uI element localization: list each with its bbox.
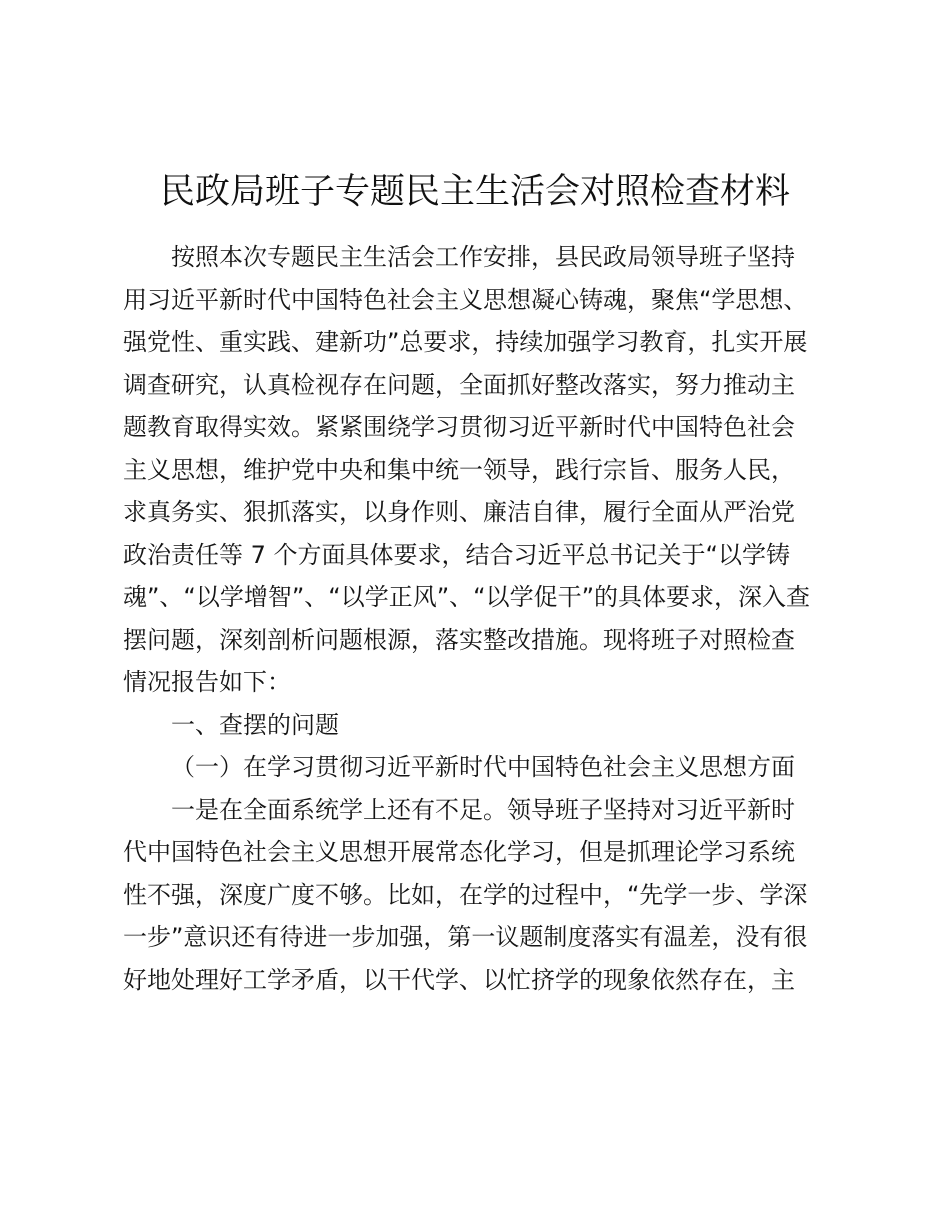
paragraph-line: 摆问题，深刻剖析问题根源，落实整改措施。现将班子对照检查 [123,625,795,654]
paragraph-line: 一是在全面系统学上还有不足。领导班子坚持对习近平新时 [171,795,795,824]
document-title: 民政局班子专题民主生活会对照检查材料 [159,172,790,212]
paragraph-line: 性不强，深度广度不够。比如，在学的过程中，“先学一步、学深 [123,880,808,909]
paragraph-line: 魂”、“以学增智”、“以学正风”、“以学促干”的具体要求，深入查 [123,583,811,611]
paragraph-line: 政治责任等 7 个方面具体要求，结合习近平总书记关于“以学铸 [123,540,790,569]
paragraph-line: 题教育取得实效。紧紧围绕学习贯彻习近平新时代中国特色社会 [123,413,795,441]
paragraph-line: 情况报告如下： [123,668,291,696]
document-body [123,236,838,1001]
paragraph-line: 求真务实、狠抓落实，以身作则、廉洁自律，履行全面从严治党 [123,498,795,526]
subsection-heading: （一）在学习贯彻习近平新时代中国特色社会主义思想方面 [171,753,795,781]
paragraph-line: 强党性、重实践、建新功”总要求，持续加强学习教育，扎实开展 [123,328,808,356]
paragraph-line: 好地处理好工学矛盾，以干代学、以忙挤学的现象依然存在，主 [123,965,795,994]
paragraph-line: 主义思想，维护党中央和集中统一领导，践行宗旨、服务人民， [123,455,795,484]
paragraph-line: 调查研究，认真检视存在问题，全面抓好整改落实，努力推动主 [123,370,795,399]
paragraph-line: 代中国特色社会主义思想开展常态化学习，但是抓理论学习系统 [123,838,795,866]
paragraph-line: 用习近平新时代中国特色社会主义思想凝心铸魂，聚焦“学思想、 [123,285,808,314]
paragraph-line: 按照本次专题民主生活会工作安排，县民政局领导班子坚持 [171,243,795,271]
paragraph-line: 一步”意识还有待进一步加强，第一议题制度落实有温差，没有很 [123,923,808,951]
section-heading: 一、查摆的问题 [171,710,339,739]
